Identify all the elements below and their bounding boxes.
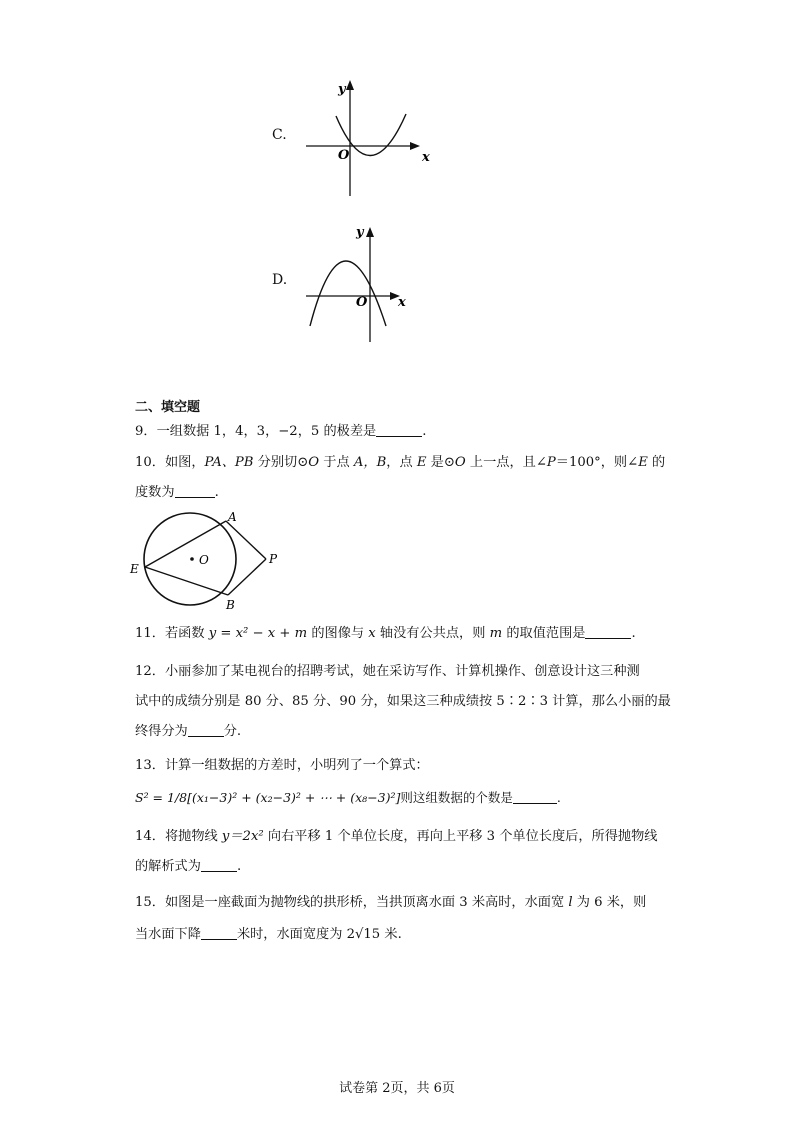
origin-label: O xyxy=(356,295,368,310)
q13-tail: . xyxy=(556,790,561,805)
question-10-line-2 xyxy=(135,485,219,501)
label-a: A xyxy=(228,510,237,524)
q10-math: E xyxy=(638,455,648,470)
q12-text: 终得分为 xyxy=(135,724,188,739)
q15-text: 为 6 米，则 xyxy=(572,895,647,910)
q10-text: ，点 xyxy=(386,455,417,470)
x-axis-arrow xyxy=(410,142,420,150)
x-axis-label: x xyxy=(398,295,406,310)
q11-math: x xyxy=(368,626,376,641)
answer-blank xyxy=(513,791,557,804)
q10-text: 度数为 xyxy=(135,485,175,500)
q10-text: ＝100°，则∠ xyxy=(555,455,639,470)
q10-math: A，B xyxy=(353,455,387,470)
q14-text: 14．将抛物线 xyxy=(135,829,222,844)
y-axis-label: y xyxy=(338,82,346,97)
label-b: B xyxy=(226,598,235,612)
question-12-line-2: 试中的成绩分别是 80 分、85 分、90 分，如果这三种成绩按 5∶2∶3 计算，那么小丽的最 xyxy=(135,694,671,709)
q11-text: 的图像与 xyxy=(307,626,369,641)
option-c-graph xyxy=(300,78,450,198)
q14-text: 的解析式为 xyxy=(135,859,201,874)
center-point xyxy=(190,557,194,561)
label-p: P xyxy=(269,552,278,566)
q10-text: 上一点，且∠ xyxy=(465,455,547,470)
q10-text: 的 xyxy=(647,455,666,470)
question-12-line-1: 12．小丽参加了某电视台的招聘考试，她在采访写作、计算机操作、创意设计这三种测 xyxy=(135,664,640,679)
answer-blank xyxy=(585,626,631,639)
q10-text: 是⊙ xyxy=(426,455,455,470)
q10-text: 分别切⊙ xyxy=(253,455,309,470)
q14-text: 向右平移 1 个单位长度，再向上平移 3 个单位长度后，所得抛物线 xyxy=(263,829,658,844)
parabola-curve xyxy=(310,261,386,326)
question-13-line-2 xyxy=(135,790,561,806)
variance-formula: S² = 1/8[(x₁−3)² + (x₂−3)² + ⋯ + (x₈−3)²] xyxy=(135,790,401,805)
origin-label: O xyxy=(338,148,350,163)
question-9-tail: . xyxy=(422,424,427,439)
question-14-line-1 xyxy=(135,829,658,845)
q11-tail: . xyxy=(631,626,636,641)
option-d-label: D. xyxy=(272,272,288,288)
answer-blank xyxy=(376,424,422,437)
option-c-label: C. xyxy=(272,127,287,143)
q11-text: 的取值范围是 xyxy=(502,626,586,641)
q15-text: 当水面下降 xyxy=(135,927,201,942)
question-10-line-1 xyxy=(135,455,665,471)
question-15-line-1 xyxy=(135,895,646,911)
q10-math: E xyxy=(416,455,427,470)
page-footer: 试卷第 2页，共 6页 xyxy=(339,1081,455,1096)
label-e: E xyxy=(130,562,139,576)
y-axis-arrow xyxy=(346,80,354,90)
label-o: O xyxy=(199,553,209,567)
q10-text: 10．如图， xyxy=(135,455,205,470)
q10-tail: . xyxy=(214,485,219,500)
q12-text: 分. xyxy=(223,724,242,739)
tangent-pb xyxy=(228,559,266,595)
question-13-line-1: 13．计算一组数据的方差时，小明列了一个算式： xyxy=(135,758,429,773)
q10-math: O xyxy=(454,455,466,470)
q15-text: 米时，水面宽度为 2√15 米. xyxy=(236,927,402,942)
q13-text: 则这组数据的个数是 xyxy=(400,790,513,805)
tangent-circle-figure xyxy=(128,505,288,615)
question-11 xyxy=(135,626,636,642)
answer-blank xyxy=(201,927,237,940)
answer-blank xyxy=(188,724,224,737)
q11-math: m xyxy=(489,626,503,641)
q10-text: 于点 xyxy=(319,455,354,470)
x-axis-label: x xyxy=(422,150,430,165)
q15-text: 15．如图是一座截面为抛物线的拱形桥，当拱顶离水面 3 米高时，水面宽 xyxy=(135,895,569,910)
y-axis-arrow xyxy=(366,227,374,237)
y-axis-label: y xyxy=(356,225,364,240)
q10-math: O xyxy=(308,455,320,470)
answer-blank xyxy=(175,485,215,498)
q15-math: l xyxy=(568,895,573,910)
q11-text: 轴没有公共点，则 xyxy=(375,626,490,641)
answer-blank xyxy=(201,859,237,872)
section-title: 二、填空题 xyxy=(135,400,201,415)
question-12-line-3 xyxy=(135,724,241,740)
question-14-line-2 xyxy=(135,859,241,875)
q14-tail: . xyxy=(236,859,242,874)
q10-math: P xyxy=(546,455,556,470)
question-9 xyxy=(135,424,426,440)
q11-expression: y = x² − x + m xyxy=(208,626,308,641)
question-15-line-2 xyxy=(135,927,402,943)
q14-expression: y＝2x² xyxy=(221,829,264,844)
q10-math: PA、PB xyxy=(204,455,254,470)
q11-text: 11．若函数 xyxy=(135,626,209,641)
question-9-text: 9．一组数据 1，4，3，−2，5 的极差是 xyxy=(135,424,377,439)
option-d-graph xyxy=(300,222,450,347)
